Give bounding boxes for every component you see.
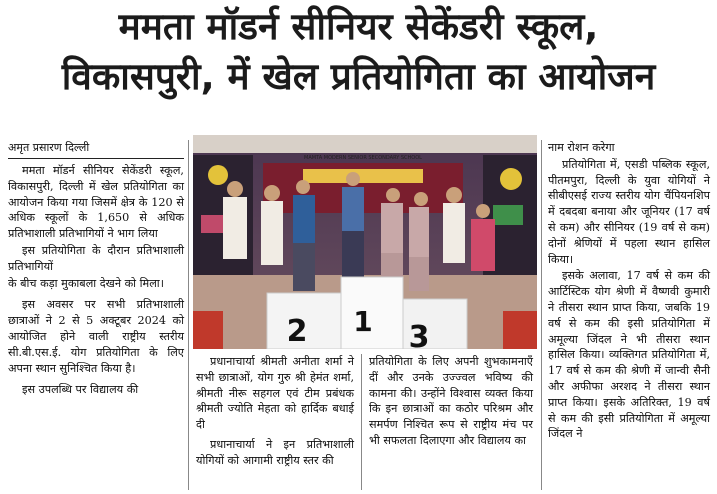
paragraph: इस उपलब्धि पर विद्यालय की [22,383,139,397]
paragraph: प्रतियोगिता के लिए अपनी शुभकामनाएँ दीं और उनके उज्ज्वल भविष्य की कामना की। उन्होंने विश्वास व्यक्त किया कि इन छात्राओं का कठोर परिश्रम और समर्पण निश्चित रूप से राष्ट्रीय मंच पर भी सफलता दिलाएगा और विद्यालय का [369,355,533,447]
column-divider [188,140,189,490]
column-2 [196,354,354,470]
column-1 [8,163,184,399]
stage-banner: MAMTA MODERN SENIOR SECONDARY SCHOOL [304,155,422,161]
event-photo [193,135,537,349]
podium-label: 2 [286,314,308,349]
column-4 [548,140,710,443]
paragraph: इस अवसर पर सभी प्रतिभाशाली छात्राओं ने 2 से 5 अक्टूबर 2024 को आयोजित होने वाली राष्ट्रीय स्तरीय सी.बी.एस.ई. योग प्रतियोगिता के लिए अपना स्थान सुनिश्चित किया है। [8,298,184,375]
paragraph: नाम रोशन करेगा [548,141,615,154]
byline: अमृत प्रसारण दिल्ली [8,141,184,159]
podium-label: 3 [408,320,430,349]
column-3 [369,354,533,450]
headline [0,4,717,100]
paragraph: प्रधानाचार्या श्रीमती अनीता शर्मा ने सभी छात्राओं, योग गुरु श्री हेमंत शर्मा, श्रीमती नीरू सहगल एवं टीम प्रबंधक श्रीमती ज्योति मेहता को हार्दिक बधाई दी [196,355,354,432]
column-divider [541,140,542,490]
headline-line-2: विकासपुरी, में खेल प्रतियोगिता का आयोजन [61,55,656,98]
paragraph: प्रतियोगिता में, एसडी पब्लिक स्कूल, पीतमपुरा, दिल्ली के युवा योगियों ने सीबीएसई राज्य स्तरीय योग चैंपियनशिप में दबदबा बनाया और जूनियर (17 वर्ष से कम) और सीनियर (19 वर्ष से कम) दोनों श्रेणियों में पहला स्थान हासिल किया। [548,157,710,266]
podium-label: 1 [353,305,373,338]
paragraph: प्रधानाचार्या ने इन प्रतिभाशाली योगियों को आगामी राष्ट्रीय स्तर की [196,437,354,467]
paragraph: इसके अलावा, 17 वर्ष से कम की आर्टिस्टिक योग श्रेणी में वैष्णवी कुमारी ने तीसरा स्थान प्राप्त किया, जबकि 19 वर्ष से कम की इसी प्रतियोगिता में अमूल्या जिंदल ने भी तीसरा स्थान हासिल किया। व्यक्तिगत प्रतियोगिता में, 17 वर्ष से कम की श्रेणी में जान्वी सैनी और अफीफा अरशद ने तीसरा स्थान प्राप्त किया। इसके अतिरिक्त, 19 वर्ष से कम की इसी प्रतियोगिता में अमूल्या जिंदल ने [548,269,710,441]
paragraph: ममता मॉडर्न सीनियर सेकेंडरी स्कूल, विकासपुरी, दिल्ली में खेल प्रतियोगिता का आयोजन किया गया जिसमें क्षेत्र के 120 से अधिक स्कूलों के 1,650 से अधिक प्रतिभाशाली प्रतिभागियों ने भाग लिया [8,164,184,241]
paragraph: के बीच कड़ा मुकाबला देखने को मिला। [8,276,164,290]
headline-line-1: ममता मॉडर्न सीनियर सेकेंडरी स्कूल, [118,5,599,48]
paragraph: इस प्रतियोगिता के दौरान प्रतिभाशाली प्रतिभागियों [8,243,184,273]
podium-photo [193,135,537,349]
column-divider [361,354,362,490]
